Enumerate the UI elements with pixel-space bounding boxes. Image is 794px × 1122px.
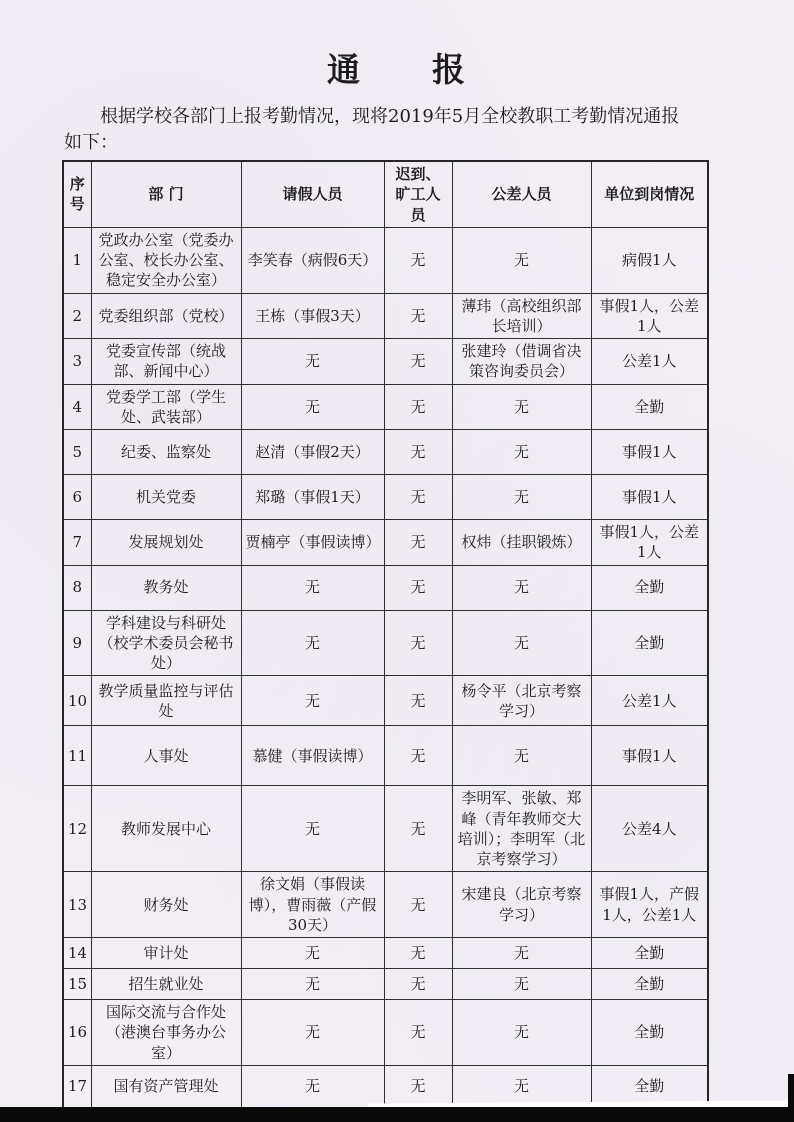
- row-number-cell: 15: [63, 969, 91, 1000]
- table-row: [63, 1000, 708, 1066]
- table-row: [63, 786, 708, 872]
- late-absent-cell: 无: [384, 384, 452, 430]
- leave-personnel-cell: 王栋（事假3天）: [241, 293, 384, 339]
- business-trip-cell: 无: [452, 726, 591, 786]
- document-title: 通 报: [327, 50, 467, 89]
- business-trip-cell: 无: [452, 938, 591, 969]
- business-trip-cell: 无: [452, 969, 591, 1000]
- row-number-cell: 7: [63, 520, 91, 566]
- table-row: [63, 872, 708, 938]
- late-absent-cell: 无: [384, 339, 452, 385]
- department-cell: 国有资产管理处: [91, 1065, 241, 1108]
- business-trip-cell: 李明军、张敏、郑峰（青年教师交大培训）；李明军（北京考察学习）: [452, 786, 591, 872]
- leave-personnel-cell: 无: [241, 786, 384, 872]
- table-row: [63, 676, 708, 726]
- leave-personnel-cell: 李笑春（病假6天）: [241, 227, 384, 293]
- business-trip-cell: 无: [452, 227, 591, 293]
- late-absent-cell: 无: [384, 1000, 452, 1066]
- leave-personnel-cell: 无: [241, 339, 384, 385]
- department-cell: 机关党委: [91, 475, 241, 520]
- leave-personnel-cell: 无: [241, 565, 384, 610]
- attendance-status-cell: 公差4人: [591, 786, 708, 872]
- business-trip-cell: 无: [452, 384, 591, 430]
- table-row: [63, 938, 708, 969]
- department-cell: 教务处: [91, 565, 241, 610]
- table-row: [63, 475, 708, 520]
- department-cell: 党委组织部（党校）: [91, 293, 241, 339]
- late-absent-cell: 无: [384, 938, 452, 969]
- leave-personnel-cell: 无: [241, 969, 384, 1000]
- leave-personnel-cell: 无: [241, 1065, 384, 1108]
- attendance-status-cell: 全勤: [591, 565, 708, 610]
- department-cell: 财务处: [91, 872, 241, 938]
- leave-personnel-cell: 贾楠亭（事假读博）: [241, 520, 384, 566]
- intro-paragraph: [64, 104, 732, 155]
- attendance-status-cell: 事假1人，公差1人: [591, 293, 708, 339]
- table-row: [63, 726, 708, 786]
- table-header-row: [63, 161, 708, 227]
- column-header: 迟到、旷工人员: [384, 161, 452, 227]
- attendance-status-cell: 全勤: [591, 969, 708, 1000]
- late-absent-cell: 无: [384, 726, 452, 786]
- attendance-status-cell: 全勤: [591, 384, 708, 430]
- department-cell: 发展规划处: [91, 520, 241, 566]
- department-cell: 党委宣传部（统战部、新闻中心）: [91, 339, 241, 385]
- late-absent-cell: 无: [384, 786, 452, 872]
- department-cell: 纪委、监察处: [91, 430, 241, 475]
- attendance-status-cell: 公差1人: [591, 339, 708, 385]
- row-number-cell: 10: [63, 676, 91, 726]
- attendance-status-cell: 事假1人，产假1人，公差1人: [591, 872, 708, 938]
- business-trip-cell: 无: [452, 565, 591, 610]
- late-absent-cell: 无: [384, 565, 452, 610]
- table-row: [63, 610, 708, 676]
- row-number-cell: 2: [63, 293, 91, 339]
- attendance-status-cell: 全勤: [591, 938, 708, 969]
- attendance-status-cell: 公差1人: [591, 676, 708, 726]
- table-row: [63, 384, 708, 430]
- business-trip-cell: 杨令平（北京考察学习）: [452, 676, 591, 726]
- table-row: [63, 969, 708, 1000]
- department-cell: 党政办公室（党委办公室、校长办公室、稳定安全办公室）: [91, 227, 241, 293]
- department-cell: 国际交流与合作处（港澳台事务办公室）: [91, 1000, 241, 1066]
- business-trip-cell: 无: [452, 610, 591, 676]
- department-cell: 党委学工部（学生处、武装部）: [91, 384, 241, 430]
- intro-line2: 如下：: [64, 131, 118, 153]
- attendance-table: [62, 160, 709, 1109]
- column-header: 请假人员: [241, 161, 384, 227]
- column-header: 单位到岗情况: [591, 161, 708, 227]
- leave-personnel-cell: 郑璐（事假1天）: [241, 475, 384, 520]
- row-number-cell: 5: [63, 430, 91, 475]
- attendance-status-cell: 全勤: [591, 1000, 708, 1066]
- business-trip-cell: 权炜（挂职锻炼）: [452, 520, 591, 566]
- table-row: [63, 520, 708, 566]
- row-number-cell: 8: [63, 565, 91, 610]
- row-number-cell: 14: [63, 938, 91, 969]
- attendance-status-cell: 事假1人: [591, 726, 708, 786]
- late-absent-cell: 无: [384, 475, 452, 520]
- business-trip-cell: 无: [452, 475, 591, 520]
- scan-artifact-black-band: [0, 1107, 794, 1122]
- table-row: [63, 565, 708, 610]
- row-number-cell: 1: [63, 227, 91, 293]
- leave-personnel-cell: 无: [241, 384, 384, 430]
- leave-personnel-cell: 无: [241, 676, 384, 726]
- table-row: [63, 227, 708, 293]
- business-trip-cell: 薄玮（高校组织部长培训）: [452, 293, 591, 339]
- column-header: 部 门: [91, 161, 241, 227]
- late-absent-cell: 无: [384, 610, 452, 676]
- table-row: [63, 430, 708, 475]
- attendance-status-cell: 事假1人: [591, 430, 708, 475]
- table-row: [63, 339, 708, 385]
- intro-line1: 根据学校各部门上报考勤情况，现将2019年5月全校教职工考勤情况通报: [100, 106, 680, 127]
- late-absent-cell: 无: [384, 520, 452, 566]
- leave-personnel-cell: 无: [241, 1000, 384, 1066]
- table-row: [63, 293, 708, 339]
- row-number-cell: 4: [63, 384, 91, 430]
- late-absent-cell: 无: [384, 227, 452, 293]
- department-cell: 教学质量监控与评估处: [91, 676, 241, 726]
- leave-personnel-cell: 慕健（事假读博）: [241, 726, 384, 786]
- attendance-status-cell: 全勤: [591, 610, 708, 676]
- late-absent-cell: 无: [384, 293, 452, 339]
- late-absent-cell: 无: [384, 1065, 452, 1108]
- late-absent-cell: 无: [384, 676, 452, 726]
- department-cell: 教师发展中心: [91, 786, 241, 872]
- business-trip-cell: 张建玲（借调省决策咨询委员会）: [452, 339, 591, 385]
- row-number-cell: 13: [63, 872, 91, 938]
- attendance-status-cell: 事假1人，公差1人: [591, 520, 708, 566]
- column-header: 序号: [63, 161, 91, 227]
- department-cell: 人事处: [91, 726, 241, 786]
- department-cell: 审计处: [91, 938, 241, 969]
- row-number-cell: 6: [63, 475, 91, 520]
- department-cell: 招生就业处: [91, 969, 241, 1000]
- column-header: 公差人员: [452, 161, 591, 227]
- attendance-status-cell: 病假1人: [591, 227, 708, 293]
- attendance-status-cell: 全勤: [591, 1065, 708, 1108]
- leave-personnel-cell: 无: [241, 610, 384, 676]
- row-number-cell: 16: [63, 1000, 91, 1066]
- leave-personnel-cell: 无: [241, 938, 384, 969]
- row-number-cell: 3: [63, 339, 91, 385]
- leave-personnel-cell: 徐文娟（事假读博），曹雨薇（产假30天）: [241, 872, 384, 938]
- row-number-cell: 9: [63, 610, 91, 676]
- late-absent-cell: 无: [384, 430, 452, 475]
- row-number-cell: 17: [63, 1065, 91, 1108]
- row-number-cell: 12: [63, 786, 91, 872]
- business-trip-cell: 无: [452, 1065, 591, 1108]
- late-absent-cell: 无: [384, 872, 452, 938]
- business-trip-cell: 宋建良（北京考察学习）: [452, 872, 591, 938]
- business-trip-cell: 无: [452, 1000, 591, 1066]
- scan-artifact-black-corner: [788, 1074, 794, 1122]
- department-cell: 学科建设与科研处（校学术委员会秘书处）: [91, 610, 241, 676]
- business-trip-cell: 无: [452, 430, 591, 475]
- attendance-status-cell: 事假1人: [591, 475, 708, 520]
- row-number-cell: 11: [63, 726, 91, 786]
- leave-personnel-cell: 赵清（事假2天）: [241, 430, 384, 475]
- late-absent-cell: 无: [384, 969, 452, 1000]
